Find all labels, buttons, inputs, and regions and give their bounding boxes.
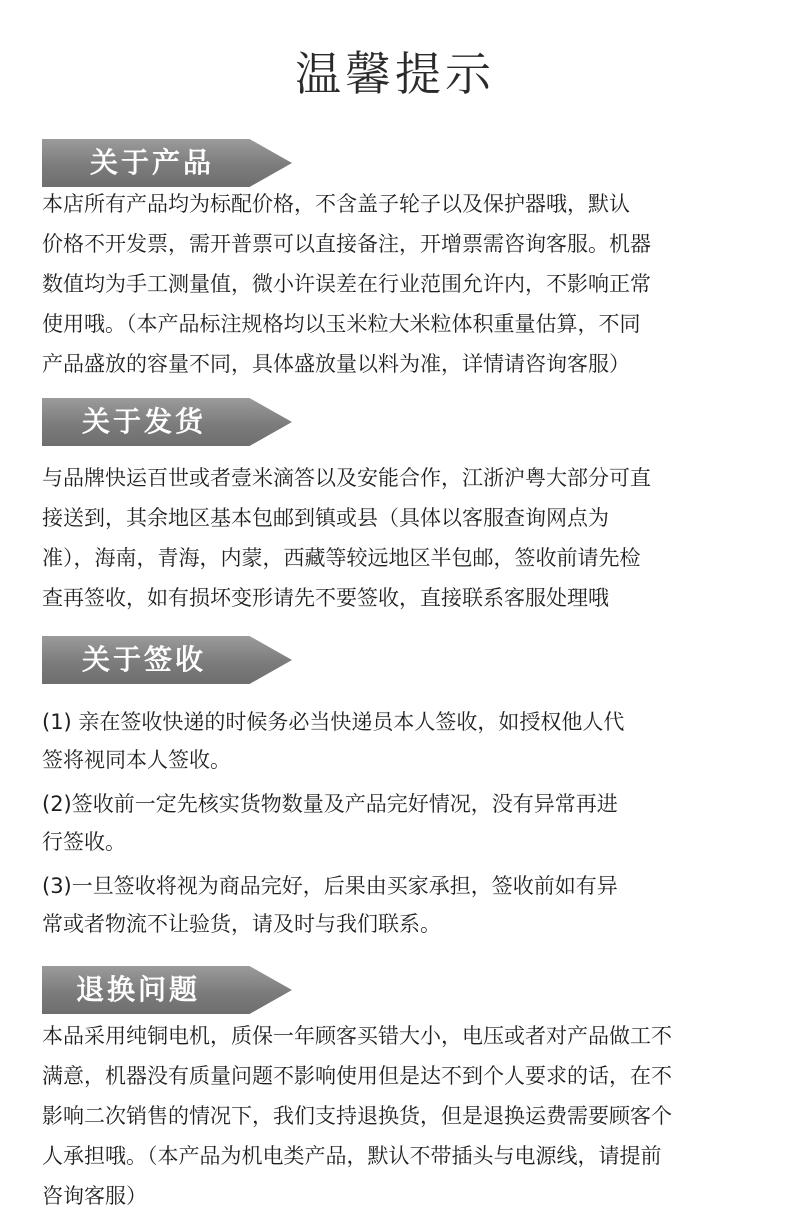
- paragraph-line: 本品采用纯铜电机，质保一年顾客买错大小，电压或者对产品做工不: [42, 1024, 672, 1048]
- paragraph-line: 查再签收，如有损坏变形请先不要签收，直接联系客服处理哦: [42, 586, 609, 610]
- receipt-item: [42, 785, 758, 861]
- section-heading-shipping: 关于发货: [82, 405, 207, 438]
- receipt-item: [42, 867, 758, 943]
- page-title: 温馨提示: [295, 47, 495, 101]
- paragraph-line: 产品盛放的容量不同，具体盛放量以料为准，详情请咨询客服）: [42, 352, 630, 376]
- product-paragraph: [42, 184, 758, 384]
- paragraph-line: 签将视同本人签收。: [42, 748, 231, 772]
- paragraph-line: 行签收。: [42, 830, 126, 854]
- section-heading-returns: 退换问题: [76, 973, 201, 1006]
- paragraph-line: (2)签收前一定先核实货物数量及产品完好情况，没有异常再进: [42, 792, 618, 816]
- paragraph-line: 与品牌快运百世或者壹米滴答以及安能合作，江浙沪粤大部分可直: [42, 466, 651, 490]
- paragraph-line: 使用哦。（本产品标注规格均以玉米粒大米粒体积重量估算，不同: [42, 312, 641, 336]
- section-heading-receipt: 关于签收: [82, 643, 207, 676]
- paragraph-line: 常或者物流不让验货，请及时与我们联系。: [42, 912, 441, 936]
- shipping-paragraph: [42, 458, 758, 618]
- returns-paragraph: [42, 1016, 758, 1216]
- paragraph-line: (3)一旦签收将视为商品完好，后果由买家承担，签收前如有异: [42, 874, 618, 898]
- paragraph-line: 影响二次销售的情况下，我们支持退换货，但是退换运费需要顾客个: [42, 1104, 672, 1128]
- paragraph-line: 咨询客服）: [42, 1184, 147, 1208]
- paragraph-line: 本店所有产品均为标配价格，不含盖子轮子以及保护器哦，默认: [42, 192, 630, 216]
- paragraph-line: 接送到，其余地区基本包邮到镇或县（具体以客服查询网点为: [42, 506, 609, 530]
- paragraph-line: 数值均为手工测量值，微小许误差在行业范围允许内，不影响正常: [42, 272, 651, 296]
- paragraph-line: 人承担哦。（本产品为机电类产品，默认不带插头与电源线，请提前: [42, 1144, 662, 1168]
- receipt-paragraph: [42, 703, 758, 943]
- paragraph-line: (1) 亲在签收快递的时候务必当快递员本人签收，如授权他人代: [42, 710, 625, 734]
- receipt-item: [42, 703, 758, 779]
- paragraph-line: 满意，机器没有质量问题不影响使用但是达不到个人要求的话，在不: [42, 1064, 672, 1088]
- section-heading-product: 关于产品: [90, 146, 215, 179]
- paragraph-line: 价格不开发票，需开普票可以直接备注，开增票需咨询客服。机器: [42, 232, 651, 256]
- paragraph-line: 准），海南，青海，内蒙，西藏等较远地区半包邮，签收前请先检: [42, 546, 641, 570]
